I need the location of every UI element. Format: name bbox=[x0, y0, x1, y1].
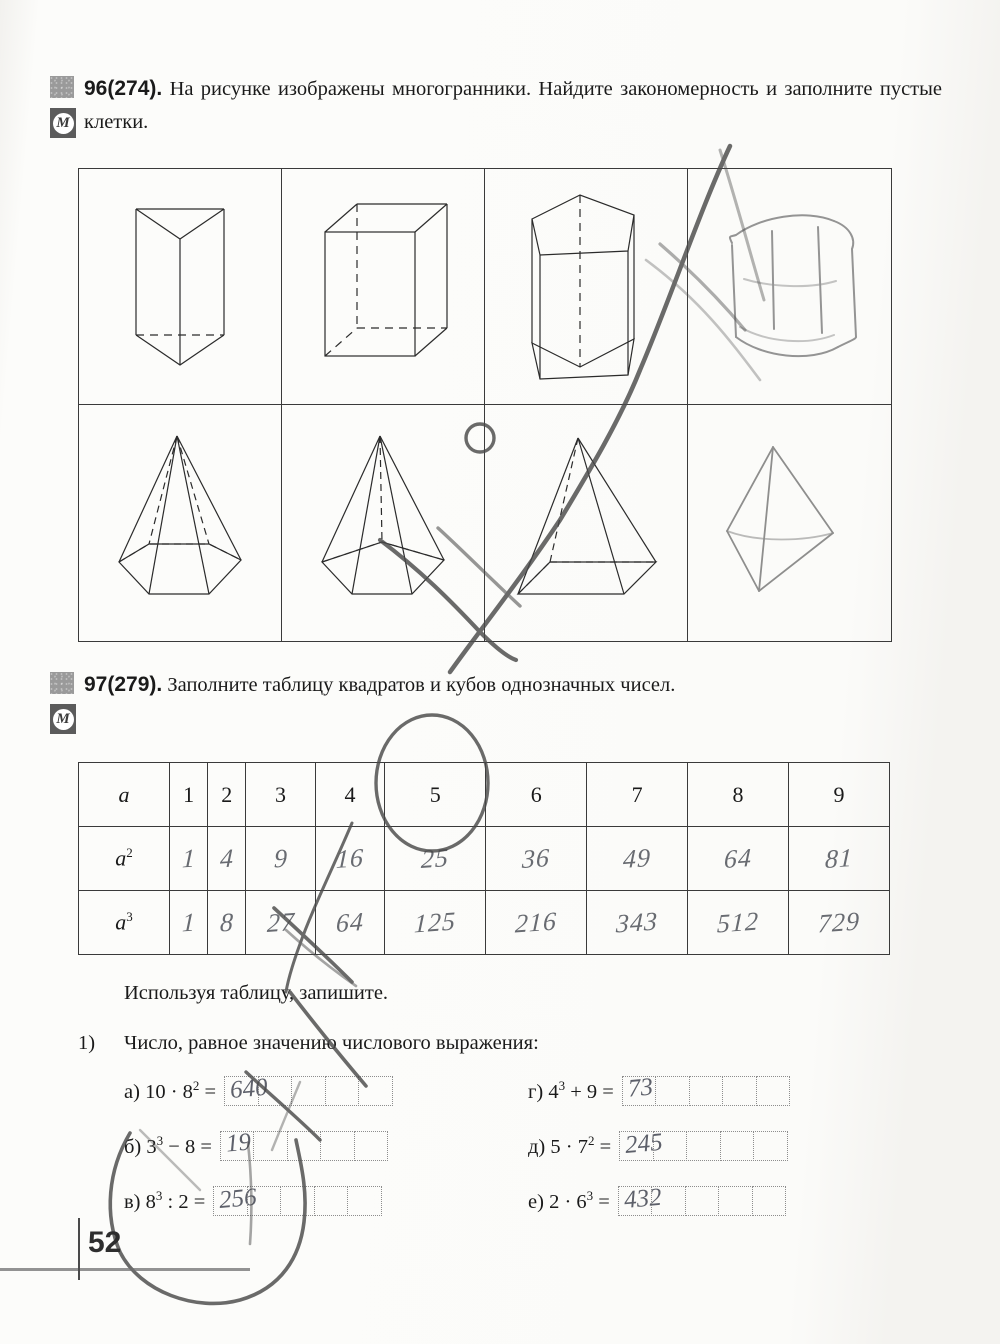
page-number: 52 bbox=[88, 1226, 122, 1259]
exercise-e-answer-boxes[interactable] bbox=[618, 1183, 787, 1216]
task-96-markers bbox=[50, 76, 80, 138]
item-1 bbox=[78, 1032, 539, 1055]
exercise-d-answer-boxes[interactable] bbox=[619, 1128, 788, 1161]
rectangular-prism-icon bbox=[313, 192, 453, 382]
row-label-a: a bbox=[79, 763, 170, 827]
table-row-a-cubed bbox=[79, 891, 890, 955]
task-97-markers bbox=[50, 672, 80, 734]
answer-digit: 432 bbox=[622, 1183, 663, 1214]
item-1-index: 1) bbox=[78, 1032, 96, 1054]
answer-a2-5[interactable]: 25 bbox=[385, 827, 486, 891]
exercise-b-answer-boxes[interactable] bbox=[220, 1128, 389, 1161]
answer-a2-9[interactable]: 81 bbox=[789, 827, 890, 891]
row-label-a-cubed: $a^3$ bbox=[79, 891, 170, 955]
answer-a3-8[interactable]: 512 bbox=[688, 891, 789, 955]
task-97-heading bbox=[84, 668, 942, 702]
polyhedra-grid bbox=[78, 168, 892, 642]
exercise-e-label: е) $2 \cdot 6^3$ = bbox=[528, 1188, 610, 1213]
answer-a2-3[interactable]: 9 bbox=[246, 827, 316, 891]
m-badge-letter: M bbox=[53, 709, 74, 730]
exercise-v-label: в) $8^3$ : 2 = bbox=[124, 1188, 206, 1213]
m-badge-icon bbox=[50, 108, 76, 138]
answer-a3-7[interactable]: 343 bbox=[587, 891, 688, 955]
quadrilateral-pyramid-icon bbox=[506, 428, 666, 618]
hexagonal-prism-icon bbox=[710, 187, 870, 387]
task-97-number: 97(279). bbox=[84, 673, 163, 696]
answer-a3-2[interactable]: 8 bbox=[208, 891, 246, 955]
answer-a2-1[interactable]: 1 bbox=[170, 827, 208, 891]
figure-cell-triangular-prism[interactable] bbox=[79, 169, 282, 405]
figure-cell-pentagonal-pyramid[interactable] bbox=[282, 405, 485, 641]
answer-digit: 19 bbox=[224, 1128, 253, 1158]
cell-a-4: 4 bbox=[315, 763, 385, 827]
exercise-a bbox=[124, 1073, 393, 1106]
exercise-e bbox=[528, 1183, 786, 1216]
exercise-a-answer-boxes[interactable] bbox=[224, 1073, 393, 1106]
cell-a-8: 8 bbox=[688, 763, 789, 827]
cell-a-7: 7 bbox=[587, 763, 688, 827]
answer-digit: 73 bbox=[626, 1073, 655, 1103]
task-97-text: Заполните таблицу квадратов и кубов однозначных чисел. bbox=[167, 674, 676, 696]
answer-a3-5[interactable]: 125 bbox=[385, 891, 486, 955]
answer-digit: 245 bbox=[624, 1128, 664, 1159]
answer-a2-4[interactable]: 16 bbox=[315, 827, 385, 891]
exercise-d-label: д) $5 \cdot 7^2$ = bbox=[528, 1133, 612, 1158]
pentagonal-prism-icon bbox=[516, 187, 656, 387]
m-badge-icon bbox=[50, 704, 76, 734]
table-row-a bbox=[79, 763, 890, 827]
cell-a-9: 9 bbox=[789, 763, 890, 827]
answer-a2-7[interactable]: 49 bbox=[587, 827, 688, 891]
exercise-g bbox=[528, 1073, 790, 1106]
answer-a3-4[interactable]: 64 bbox=[315, 891, 385, 955]
use-table-instruction: Используя таблицу, запишите. bbox=[124, 982, 389, 1004]
task-96-text: На рисунке изображены многогранники. Найдите закономерность и заполните пустые клетки. bbox=[84, 78, 943, 133]
table-row-a-squared bbox=[79, 827, 890, 891]
exercise-d bbox=[528, 1128, 788, 1161]
figure-cell-rectangular-prism[interactable] bbox=[282, 169, 485, 405]
answer-digit: 640 bbox=[229, 1073, 269, 1104]
cell-a-2: 2 bbox=[208, 763, 246, 827]
triangular-pyramid-icon bbox=[715, 433, 865, 613]
cell-a-6: 6 bbox=[486, 763, 587, 827]
square-bullet-icon bbox=[50, 76, 74, 98]
figure-cell-quadrilateral-pyramid[interactable] bbox=[485, 405, 688, 641]
answer-a3-9[interactable]: 729 bbox=[789, 891, 890, 955]
answer-digit: 256 bbox=[218, 1183, 258, 1214]
pentagonal-pyramid-icon bbox=[308, 428, 458, 618]
figure-cell-hexagonal-prism[interactable] bbox=[688, 169, 891, 405]
triangular-prism-icon bbox=[120, 187, 240, 387]
answer-a3-3[interactable]: 27 bbox=[246, 891, 316, 955]
item-1-text: Число, равное значению числового выражения: bbox=[124, 1032, 539, 1054]
exercise-b bbox=[124, 1128, 388, 1161]
figure-cell-hexagonal-pyramid[interactable] bbox=[79, 405, 282, 641]
answer-a2-2[interactable]: 4 bbox=[208, 827, 246, 891]
cell-a-3: 3 bbox=[246, 763, 316, 827]
exercise-g-label: г) $4^3 + 9$ = bbox=[528, 1078, 614, 1103]
squares-cubes-table bbox=[78, 762, 890, 955]
row-label-a-squared: $a^2$ bbox=[79, 827, 170, 891]
figure-cell-pentagonal-prism[interactable] bbox=[485, 169, 688, 405]
answer-a3-6[interactable]: 216 bbox=[486, 891, 587, 955]
exercise-a-label: а) $10 \cdot 8^2$ = bbox=[124, 1078, 217, 1103]
page-footer bbox=[60, 1218, 300, 1288]
exercise-g-answer-boxes[interactable] bbox=[622, 1073, 791, 1106]
square-bullet-icon bbox=[50, 672, 74, 694]
answer-a2-6[interactable]: 36 bbox=[486, 827, 587, 891]
exercise-v bbox=[124, 1183, 382, 1216]
exercise-b-label: б) $3^3 - 8$ = bbox=[124, 1133, 212, 1158]
figure-cell-triangular-pyramid[interactable] bbox=[688, 405, 891, 641]
m-badge-letter: M bbox=[53, 113, 74, 134]
cell-a-1: 1 bbox=[170, 763, 208, 827]
answer-a3-1[interactable]: 1 bbox=[170, 891, 208, 955]
footer-vertical-rule bbox=[78, 1218, 80, 1280]
cell-a-5: 5 bbox=[385, 763, 486, 827]
hexagonal-pyramid-icon bbox=[105, 428, 255, 618]
task-96-number: 96(274). bbox=[84, 77, 163, 100]
answer-a2-8[interactable]: 64 bbox=[688, 827, 789, 891]
task-96-heading bbox=[84, 72, 942, 139]
exercise-v-answer-boxes[interactable] bbox=[213, 1183, 382, 1216]
footer-rule bbox=[0, 1268, 250, 1271]
